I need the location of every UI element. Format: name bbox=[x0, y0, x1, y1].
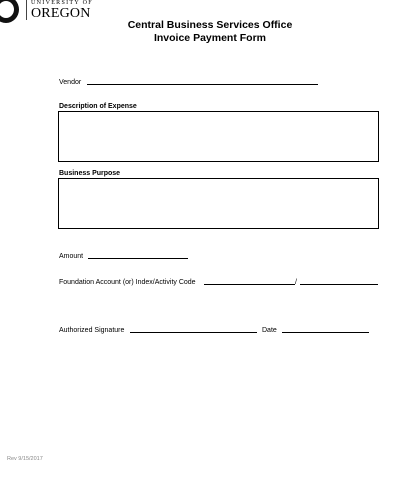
business-purpose-label: Business Purpose bbox=[59, 170, 121, 177]
description-box[interactable] bbox=[58, 111, 379, 162]
vendor-label: Vendor bbox=[59, 79, 82, 86]
revision-note: Rev 9/15/2017 bbox=[7, 456, 43, 462]
account-field[interactable] bbox=[204, 284, 295, 285]
vendor-field[interactable] bbox=[87, 84, 318, 85]
signature-field[interactable] bbox=[130, 332, 257, 333]
logo-divider bbox=[26, 0, 27, 20]
logo-oregon: OREGON bbox=[31, 6, 91, 21]
date-label: Date bbox=[262, 327, 277, 334]
date-field[interactable] bbox=[282, 332, 369, 333]
signature-label: Authorized Signature bbox=[59, 327, 125, 334]
form-title: Central Business Services Office bbox=[127, 19, 293, 31]
account-label: Foundation Account (or) Index/Activity Code bbox=[59, 279, 196, 286]
account-separator: / bbox=[295, 279, 297, 286]
amount-field[interactable] bbox=[88, 258, 188, 259]
logo-university-of: UNIVERSITY OF bbox=[31, 0, 93, 6]
form-subtitle: Invoice Payment Form bbox=[153, 32, 267, 44]
amount-label: Amount bbox=[59, 253, 84, 260]
description-label: Description of Expense bbox=[59, 103, 137, 110]
index-activity-field[interactable] bbox=[300, 284, 378, 285]
business-purpose-box[interactable] bbox=[58, 178, 379, 229]
